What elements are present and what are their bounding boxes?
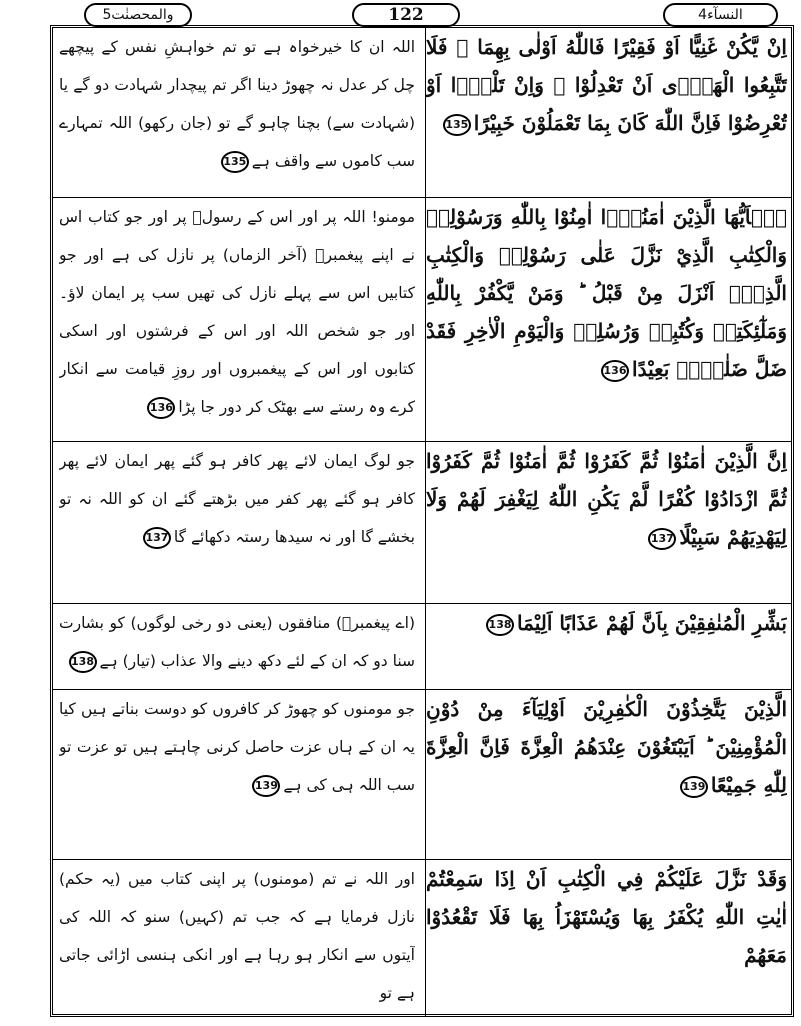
- ayah-marker: 139: [680, 776, 708, 798]
- urdu-translation: جو مومنوں کو چھوڑ کر کافروں کو دوست بناتے ہیں کیا یہ ان کے ہاں عزت حاصل کرنی چاہتے ہیں تو عزت تو سب اللہ ہی کی ہے139: [59, 690, 415, 859]
- urdu-translation: مومنو! اللہ پر اور اس کے رسولؐ پر اور جو کتاب اس نے اپنے پیغمبرؐ (آخر الزماں) پر نازل کی ہے اور جو کتابیں اس سے پہلے نازل کی تھیں سب پر ایمان لاؤ۔ اور جو شخص اللہ اور اس کے فرشتوں اور اسکی کتابوں اور اس کے پیغمبروں اور روزِ قیامت سے انکار کرے وہ رستے سے بھٹک کر دور جا پڑا136: [59, 198, 415, 441]
- ayah-marker: 138: [69, 651, 97, 673]
- surah-label: النسآء4: [663, 3, 778, 27]
- urdu-translation: اور اللہ نے تم (مومنوں) پر اپنی کتاب میں (یہ حکم) نازل فرمایا ہے کہ جب تم (کہیں) سنو کہ اللہ کی آیتوں سے انکار ہو رہا ہے اور انکی ہنسی اڑائی جاتی ہے تو: [59, 870, 415, 1002]
- arabic-text: اِنْ يَّكُنْ غَنِيًّا اَوْ فَقِيْرًا فَاللّٰهُ اَوْلٰى بِهِمَا ۟ فَلَا تَتَّبِعُوا الْهَوٰۤى اَنْ تَعْدِلُوْا ۚ وَاِنْ تَلْوٗۤا اَوْ تُعْرِضُوْا فَاِنَّ اللّٰهَ كَانَ بِمَا تَعْمَلُوْنَ خَبِيْرًا135: [426, 35, 787, 135]
- ayah-marker: 136: [601, 360, 629, 382]
- arabic-text: وَقَدْ نَزَّلَ عَلَيْكُمْ فِي الْكِتٰبِ اَنْ اِذَا سَمِعْتُمْ اٰيٰتِ اللّٰهِ يُكْفَرُ بِهَا وَيُسْتَهْزَاُ بِهَا فَلَا تَقْعُدُوْا مَعَهُمْ: [426, 867, 787, 967]
- arabic-text: اِنَّ الَّذِيْنَ اٰمَنُوْا ثُمَّ كَفَرُوْا ثُمَّ اٰمَنُوْا ثُمَّ كَفَرُوْا ثُمَّ ازْدَادُوْا كُفْرًا لَّمْ يَكُنِ اللّٰهُ لِيَغْفِرَ لَهُمْ وَلَا لِيَهْدِيَهُمْ سَبِيْلًا137: [426, 449, 787, 549]
- arabic-text: بَشِّرِ الْمُنٰفِقِيْنَ بِاَنَّ لَهُمْ عَذَابًا اَلِيْمَا138: [426, 604, 787, 689]
- urdu-translation: (اے پیغمبرؐ) منافقوں (یعنی دو رخی لوگوں) کو بشارت سنا دو کہ ان کے لئے دکھ دینے والا عذاب (تیار) ہے138: [59, 604, 415, 689]
- verse-row-136: [53, 198, 791, 442]
- manzil-label: والمحصنٰت5: [84, 3, 192, 27]
- page-number: 122: [352, 3, 460, 27]
- verse-row-135: [53, 28, 791, 198]
- ayah-marker: 135: [221, 151, 249, 173]
- ayah-marker: 137: [143, 527, 171, 549]
- ayah-marker: 135: [443, 114, 471, 136]
- arabic-text: الَّذِيْنَ يَتَّخِذُوْنَ الْكٰفِرِيْنَ اَوْلِيَآءَ مِنْ دُوْنِ الْمُؤْمِنِيْنَ ؕ اَيَبْتَغُوْنَ عِنْدَهُمُ الْعِزَّةَ فَاِنَّ الْعِزَّةَ لِلّٰهِ جَمِيْعًا139: [426, 697, 787, 797]
- urdu-translation: اللہ ان کا خیرخواہ ہے تو تم خواہشِ نفس کے پیچھے چل کر عدل نہ چھوڑ دینا اگر تم پیچدار شہادت دو گے یا (شہادت سے) بچنا چاہو گے تو (جان رکھو) اللہ تمہارے سب کاموں سے واقف ہے135: [59, 28, 415, 197]
- verse-row-140: [53, 860, 791, 1014]
- ayah-marker: 138: [486, 614, 514, 636]
- verse-row-137: [53, 442, 791, 604]
- verse-row-139: [53, 690, 791, 860]
- ayah-marker: 139: [252, 775, 280, 797]
- urdu-translation: جو لوگ ایمان لائے پھر کافر ہو گئے پھر ایمان لائے پھر کافر ہو گئے پھر کفر میں بڑھتے گئے ان کو اللہ نہ تو بخشے گا اور نہ سیدھا رستہ دکھائے گا137: [59, 442, 415, 603]
- arabic-text: يٰۤاَيُّهَا الَّذِيْنَ اٰمَنُوْۤا اٰمِنُوْا بِاللّٰهِ وَرَسُوْلِهٖ وَالْكِتٰبِ الَّذِيْ نَزَّلَ عَلٰى رَسُوْلِهٖ وَالْكِتٰبِ الَّذِيْۤ اَنْزَلَ مِنْ قَبْلُ ؕ وَمَنْ يَّكْفُرْ بِاللّٰهِ وَمَلٰٓئِكَتِهٖ وَكُتُبِهٖ وَرُسُلِهٖ وَالْيَوْمِ الْاٰخِرِ فَقَدْ ضَلَّ ضَلٰلًاۢ بَعِيْدًا136: [426, 205, 787, 381]
- verse-row-138: [53, 604, 791, 690]
- ayah-marker: 137: [648, 528, 676, 550]
- ayah-marker: 136: [147, 397, 175, 419]
